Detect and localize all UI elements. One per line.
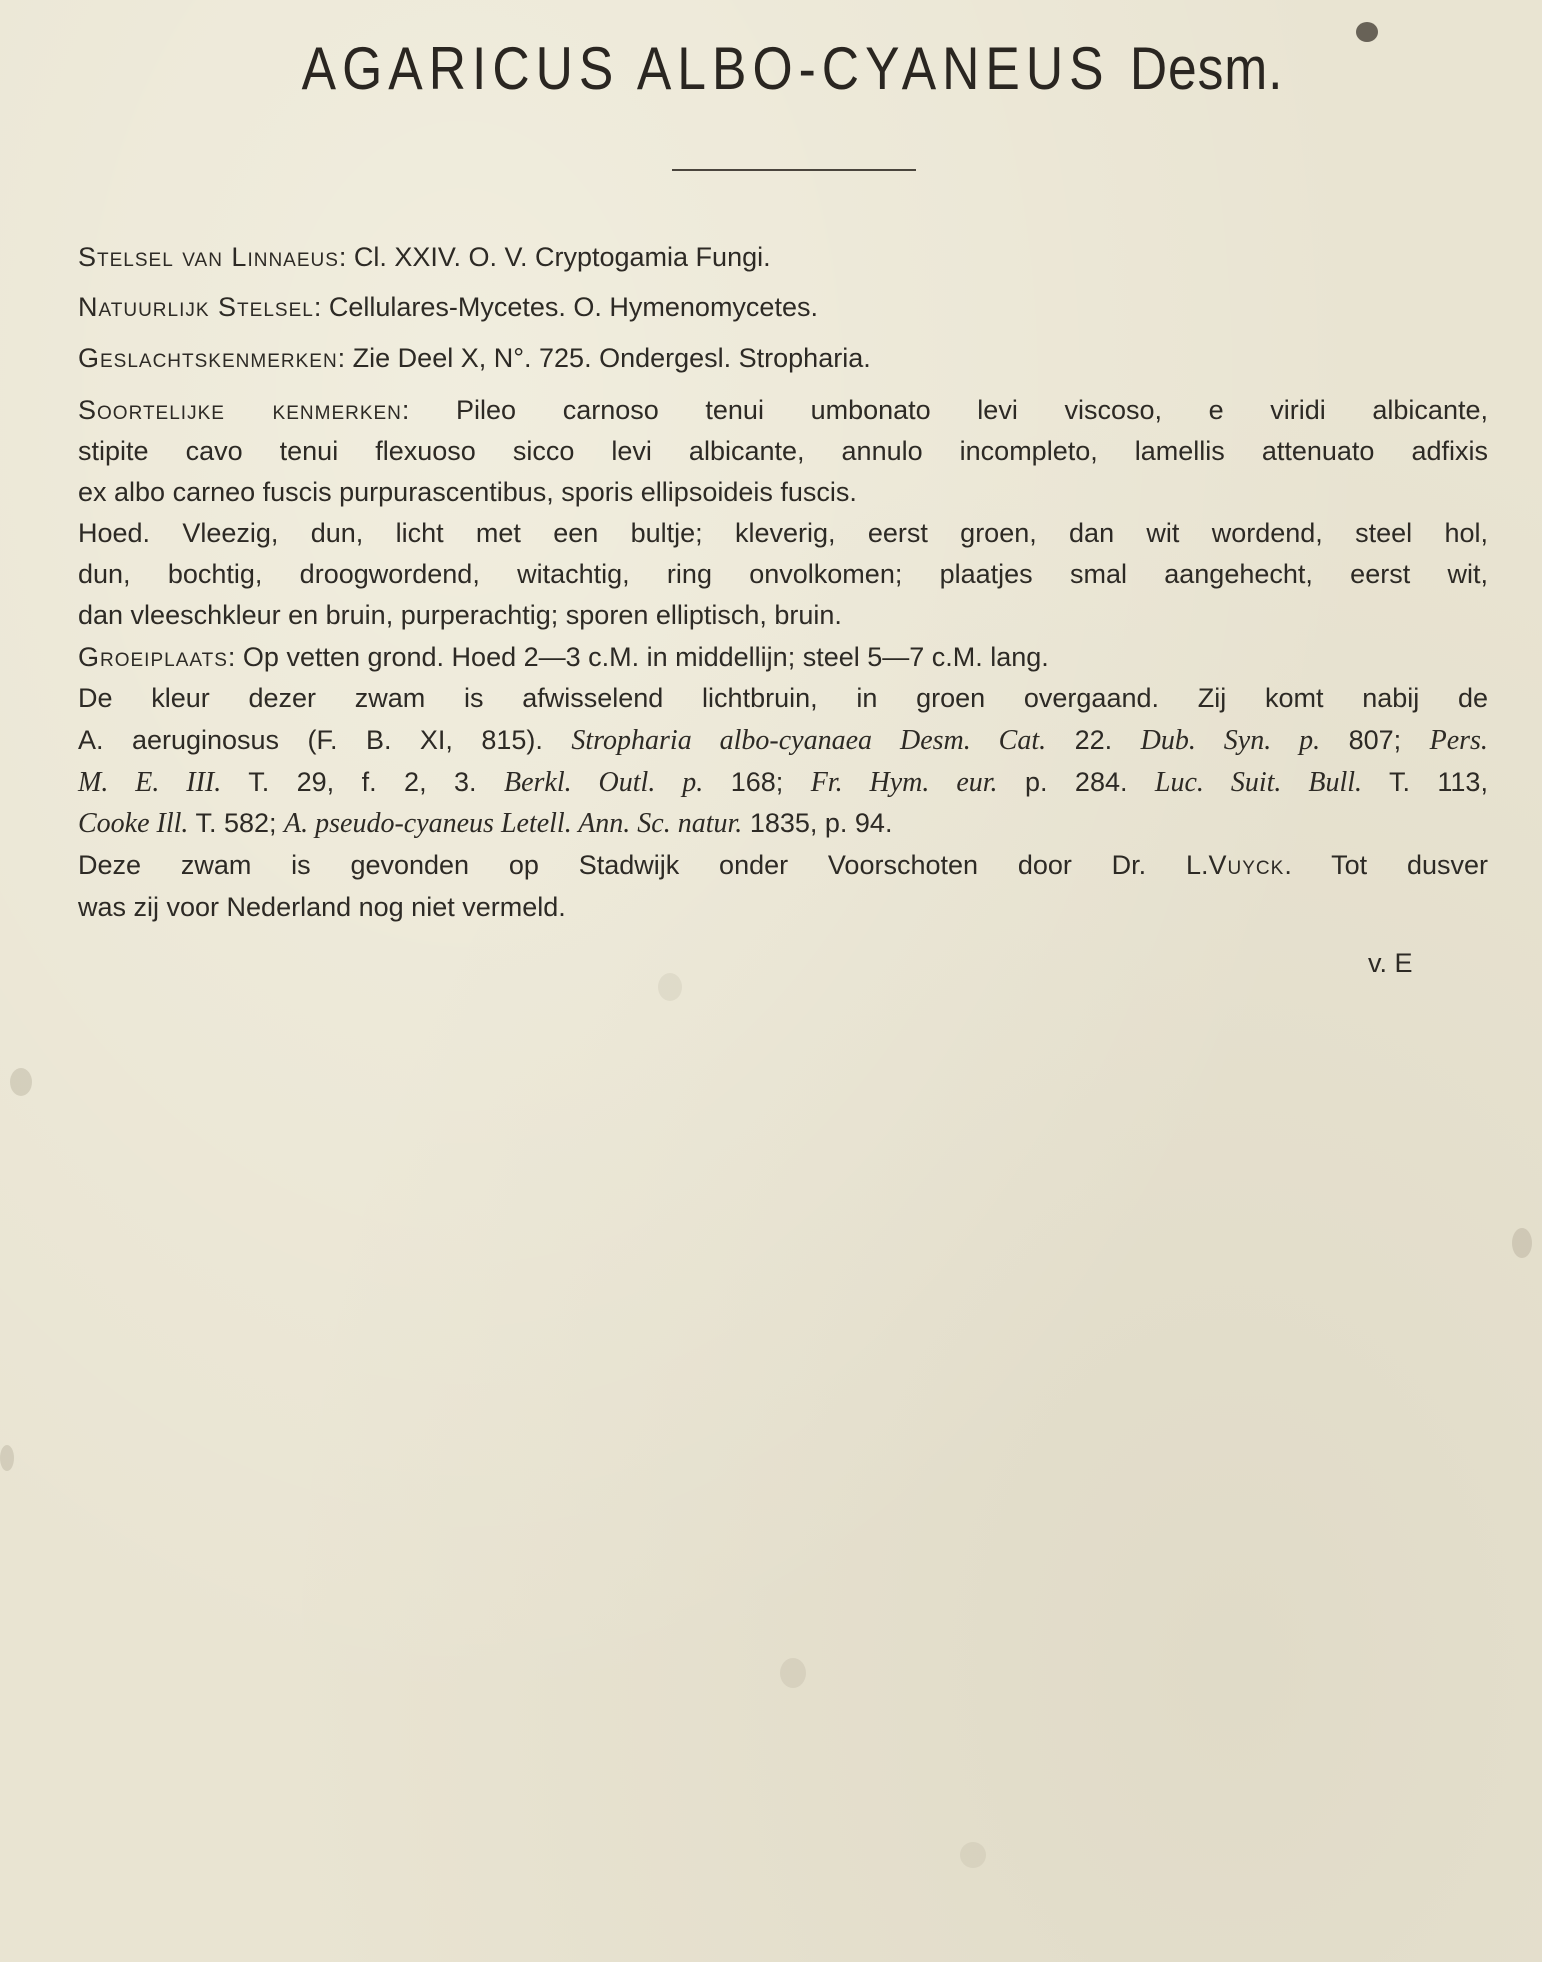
line-habitat	[78, 640, 1049, 674]
latin-line-3: ex albo carneo fuscis purpurascentibus, sporis ellipsoideis fuscis.	[78, 477, 857, 507]
paper-spot	[658, 973, 682, 1001]
title-author: Desm.	[1129, 35, 1284, 102]
line-species-characters	[78, 393, 1488, 427]
dutch-line-3: dan vleeschkleur en bruin, purperachtig; sporen elliptisch, bruin.	[78, 600, 842, 630]
find-line-1	[78, 848, 1488, 882]
latin-line-2: stipite cavo tenui flexuoso sicco levi albicante, annulo incompleto, lamellis attenuato adfixis	[78, 436, 1488, 466]
ref-dub-syn: Dub. Syn. p.	[1140, 725, 1321, 756]
dutch-line-2: dun, bochtig, droogwordend, witachtig, ring onvolkomen; plaatjes smal aangehecht, eerst wit,	[78, 559, 1488, 589]
paper-spot	[1512, 1228, 1532, 1258]
paper-spot	[0, 1445, 14, 1471]
value-habitat: : Op vetten grond. Hoed 2—3 c.M. in middellijn; steel 5—7 c.M. lang.	[227, 642, 1049, 672]
paper-spot	[10, 1068, 32, 1096]
line-linnaeus	[78, 240, 771, 274]
notes-line-3	[78, 765, 1488, 800]
ref-berkl: Berkl. Outl. p.	[503, 767, 704, 798]
ref-luc-plate: T. 113,	[1388, 767, 1488, 797]
ref-desm-cat: Stropharia albo-cyanaea Desm. Cat.	[571, 725, 1047, 756]
page-title	[111, 34, 1474, 103]
value-species-characters: : Pileo carnoso tenui umbonato levi viscoso, e viridi albicante,	[401, 395, 1488, 425]
ink-speck	[1356, 22, 1378, 42]
ref-cooke-plate: T. 582;	[195, 808, 277, 838]
label-species-characters: Soortelijke kenmerken	[78, 395, 402, 425]
ref-aeruginosus: A. aeruginosus (F. B. XI, 815).	[78, 725, 543, 755]
notes-line-4	[78, 806, 892, 841]
author-signature: v. E	[1368, 948, 1413, 978]
ref-letell-year: 1835, p. 94.	[749, 808, 893, 838]
finder-name: Vuyck	[1208, 850, 1285, 880]
ref-fr-hym: Fr. Hym. eur.	[810, 767, 998, 798]
ref-pers: Pers.	[1429, 725, 1488, 756]
title-divider	[672, 169, 916, 171]
line-genus-characters	[78, 341, 871, 375]
value-genus-characters: : Zie Deel X, N°. 725. Ondergesl. Stropharia.	[337, 343, 871, 373]
paper-spot	[960, 1842, 986, 1868]
label-linnaeus: Stelsel van Linnaeus	[78, 242, 339, 272]
ref-letell: A. pseudo-cyaneus Letell. Ann. Sc. natur.	[284, 808, 743, 839]
label-natural-system: Natuurlijk Stelsel	[78, 292, 314, 322]
line-natural-system	[78, 290, 818, 324]
ref-dub-page: 807;	[1348, 725, 1402, 755]
find-text: Deze zwam is gevonden op Stadwijk onder Voorschoten door Dr. L.	[78, 850, 1209, 880]
ref-me: M. E. III.	[78, 767, 222, 798]
value-natural-system: : Cellulares-Mycetes. O. Hymenomycetes.	[313, 292, 818, 322]
title-species: AGARICUS ALBO-CYANEUS	[301, 35, 1110, 102]
ref-cooke: Cooke Ill.	[78, 808, 189, 839]
ref-berkl-page: 168;	[730, 767, 784, 797]
notes-line-1: De kleur dezer zwam is afwisselend lichtbruin, in groen overgaand. Zij komt nabij de	[78, 683, 1488, 713]
label-habitat: Groeiplaats	[78, 642, 228, 672]
ref-me-plate: T. 29, f. 2, 3.	[248, 767, 477, 797]
find-text-end: . Tot dusver	[1284, 850, 1488, 880]
find-line-2: was zij voor Nederland nog niet vermeld.	[78, 892, 566, 922]
notes-line-2	[78, 723, 1488, 758]
paper-spot	[780, 1658, 806, 1688]
label-genus-characters: Geslachtskenmerken	[78, 343, 338, 373]
value-linnaeus: : Cl. XXIV. O. V. Cryptogamia Fungi.	[338, 242, 771, 272]
ref-luc: Luc. Suit. Bull.	[1154, 767, 1363, 798]
dutch-line-1: Hoed. Vleezig, dun, licht met een bultje; kleverig, eerst groen, dan wit wordend, steel hol,	[78, 518, 1488, 548]
ref-desm-page: 22.	[1074, 725, 1113, 755]
ref-fr-page: p. 284.	[1024, 767, 1128, 797]
